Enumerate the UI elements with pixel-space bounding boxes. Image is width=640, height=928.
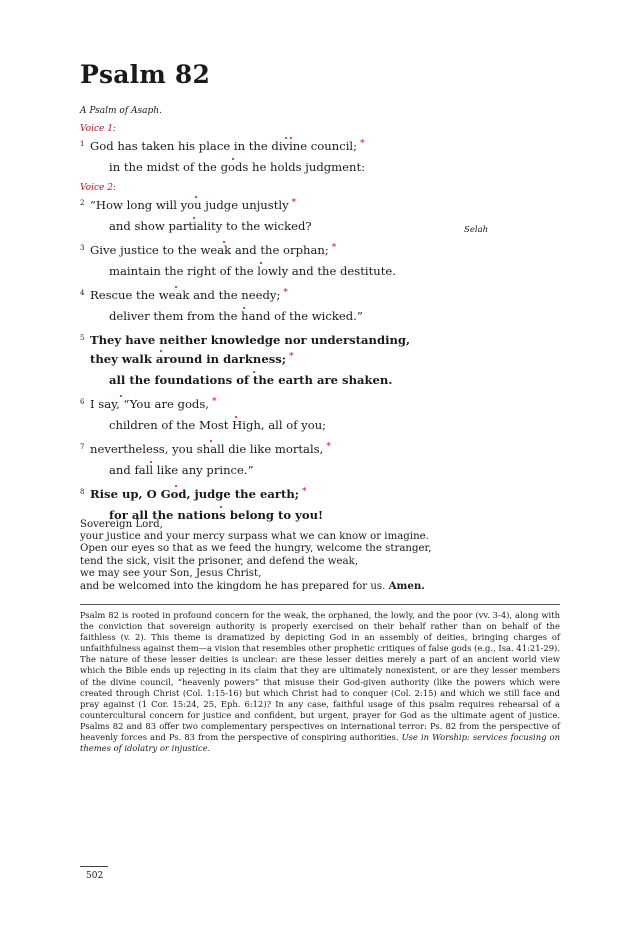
pointing-dot <box>232 158 234 160</box>
verse-number: 2 <box>80 199 85 207</box>
page-title: Psalm 82 <box>80 60 211 89</box>
prayer-line-text: Open our eyes so that as we feed the hungry, welcome the stranger, <box>80 543 432 555</box>
pointing-asterisk: * <box>360 139 365 149</box>
pointing-dot <box>150 461 152 463</box>
verse-line-text: God has taken his place in the divine council; <box>90 139 358 153</box>
pointing-dot <box>175 485 177 487</box>
verse-line-text: in the midst of the gods he holds judgment: <box>109 160 366 174</box>
pointing-asterisk: * <box>302 487 307 497</box>
prayer-line <box>80 556 432 568</box>
pointing-asterisk: * <box>283 288 288 298</box>
verse-line <box>80 307 500 326</box>
prayer-line <box>80 531 432 543</box>
pointing-dot <box>160 350 162 352</box>
verse-line-text: They have neither knowledge nor understanding, <box>90 333 411 347</box>
prayer-line-text: Sovereign Lord, <box>80 519 163 530</box>
voice-label: Voice 2: <box>80 183 116 193</box>
verse-5 <box>80 331 500 390</box>
psalm-text <box>80 124 500 530</box>
verse-6 <box>80 395 500 435</box>
verse-line <box>80 416 500 435</box>
pointing-dot <box>253 371 255 373</box>
prayer-line <box>80 543 432 555</box>
notes-text: Psalm 82 is rooted in profound concern for the weak, the orphaned, the lowly, and the poor (vv. 3-4), along with the conviction that sovereign authority is properly exercised on their behalf rather than on behalf of the faithless (v. 2). This theme is dramatized by depicting God in an assembly of deities, bringing charges of unfaithfulness against them—a vision that resembles other prophetic critiques of false gods (e.g., Isa. 41:21-29). The nature of these lesser deities is unclear: are these lesser deities merely a part of an ancient world view which the Bible ends up rejecting in its claim that they are ultimately nonexistent, or are they lesser members of the divine council, “heavenly powers” that misuse their God-given authority (like the powers which were created through Christ (Col. 1:15-16) but which Christ had to conquer (Col. 2:15) and which we still face and pray against (1 Cor. 15:24, 25, Eph. 6:12)? In any case, faithful usage of this psalm requires rehearsal of a countercultural concern for justice and confident, but urgent, prayer for God as the ultimate agent of justice. Psalms 82 and 83 offer two complementary perspectives on international terror: Ps. 82 from the perspective of heavenly forces and Ps. 83 from the perspective of conspiring authorities. <box>80 610 560 743</box>
verse-line <box>80 331 500 350</box>
notes-use-in-worship: Use in Worship: services focusing on themes of idolatry or injustice. <box>80 732 560 754</box>
verse-line-text: Give justice to the weak and the orphan; <box>90 243 329 257</box>
psalm-prayer <box>80 519 432 593</box>
pointing-dot <box>285 137 287 139</box>
verse-line-text: they walk around in darkness; <box>90 352 287 366</box>
verse-line <box>80 286 500 307</box>
verse-line-text: I say, “You are gods, <box>90 397 209 411</box>
psalm-notes <box>80 610 560 754</box>
page-number: 502 <box>86 871 104 881</box>
pointing-dot <box>210 440 212 442</box>
verse-number: 1 <box>80 140 85 148</box>
prayer-line-text: we may see your Son, Jesus Christ, <box>80 567 262 579</box>
verse-line <box>80 395 500 416</box>
pointing-dot <box>195 196 197 198</box>
verse-number: 6 <box>80 398 85 406</box>
voice-label: Voice 1: <box>80 124 116 134</box>
prayer-line-text: your justice and your mercy surpass what we can know or imagine. <box>80 531 429 543</box>
pointing-asterisk: * <box>212 397 217 407</box>
verse-line <box>80 461 500 480</box>
prayer-line-text: tend the sick, visit the prisoner, and defend the weak, <box>80 555 359 567</box>
prayer-line <box>80 580 432 593</box>
verse-number: 5 <box>80 334 85 342</box>
verse-line-text: and fall like any prince.” <box>109 463 254 477</box>
pointing-dot <box>193 217 195 219</box>
prayer-line <box>80 519 432 531</box>
verse-line <box>80 241 500 262</box>
verse-line-text: “How long will you judge unjustly <box>90 198 289 212</box>
verse-line <box>80 485 500 506</box>
pointing-asterisk: * <box>326 442 331 452</box>
prayer-line-text: and be welcomed into the kingdom he has prepared for us. <box>80 581 386 593</box>
pointing-dot <box>243 307 245 309</box>
verse-number: 3 <box>80 244 85 252</box>
verse-3 <box>80 241 500 281</box>
verse-line <box>80 217 500 236</box>
verse-line-text: Rescue the weak and the needy; <box>90 288 281 302</box>
verse-line <box>80 137 500 158</box>
verse-line <box>80 350 500 371</box>
verse-line <box>80 440 500 461</box>
pointing-dot <box>220 506 222 508</box>
notes-divider <box>80 604 560 605</box>
pointing-dot <box>120 395 122 397</box>
selah-marker: Selah <box>464 225 489 235</box>
verse-1 <box>80 137 500 177</box>
pointing-asterisk: * <box>289 352 294 362</box>
pointing-dot <box>175 286 177 288</box>
verse-7 <box>80 440 500 480</box>
verse-line-text: deliver them from the hand of the wicked.” <box>109 309 363 323</box>
verse-line <box>80 196 500 217</box>
verse-line-text: for all the nations belong to you! <box>109 508 324 522</box>
verse-number: 4 <box>80 289 85 297</box>
verse-number: 8 <box>80 488 85 496</box>
verse-line-text: and show partiality to the wicked? <box>109 219 312 233</box>
pointing-dot <box>290 137 292 139</box>
verse-line <box>80 371 500 390</box>
verse-line-text: children of the Most High, all of you; <box>109 418 327 432</box>
pointing-dot <box>235 416 237 418</box>
verse-line-text: maintain the right of the lowly and the destitute. <box>109 264 396 278</box>
prayer-amen: Amen. <box>388 580 425 593</box>
pointing-asterisk: * <box>291 198 297 208</box>
pointing-dot <box>260 262 262 264</box>
page-number-rule <box>80 866 108 867</box>
verse-line-text: all the foundations of the earth are shaken. <box>109 373 393 387</box>
verse-line-text: nevertheless, you shall die like mortals, <box>90 442 324 456</box>
pointing-dot <box>223 241 225 243</box>
verse-line-text: Rise up, O God, judge the earth; <box>90 487 300 501</box>
verse-number: 7 <box>80 443 85 451</box>
prayer-line <box>80 568 432 580</box>
verse-line <box>80 158 500 177</box>
verse-2 <box>80 196 500 236</box>
psalm-subtitle: A Psalm of Asaph. <box>80 106 162 116</box>
verse-line <box>80 262 500 281</box>
pointing-asterisk: * <box>331 243 337 253</box>
verse-4 <box>80 286 500 326</box>
